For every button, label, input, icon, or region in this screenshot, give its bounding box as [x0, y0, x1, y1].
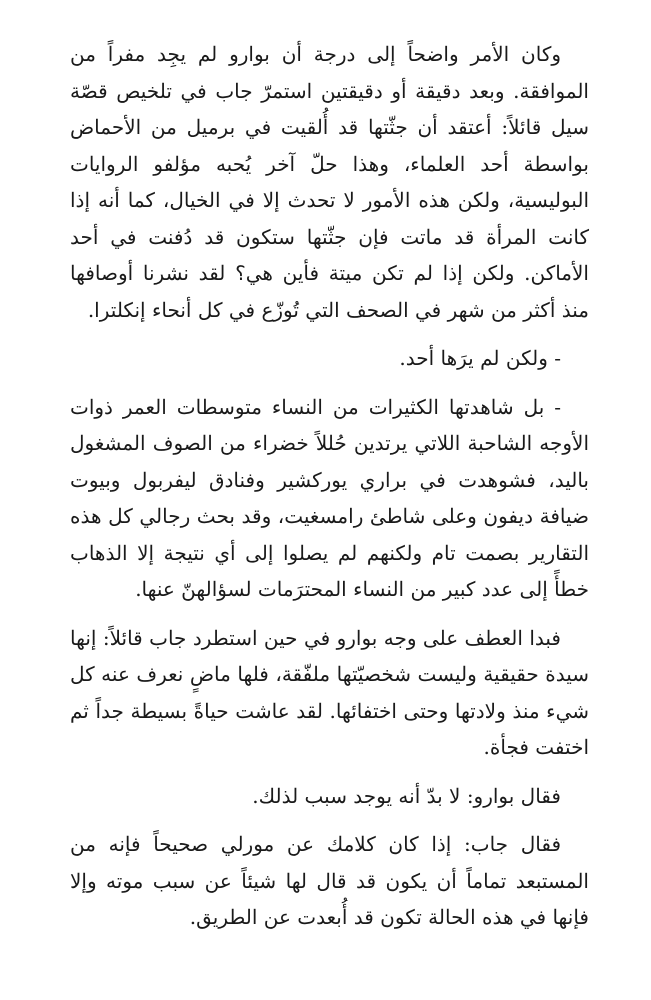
- book-page: [70, 36, 589, 936]
- paragraph-dialogue-poirot-reason: فقال بوارو: لا بدّ أنه يوجد سبب لذلك.: [252, 783, 561, 808]
- paragraph-narration-jap-summary: وكان الأمر واضحاً إلى درجة أن بوارو لم يجِد مفراً من الموافقة. وبعد دقيقة أو دقيقتين استمرّ جاب في تلخيص قصّة سيل قائلاً: أعتقد أن جثّتها قد أُلقيت في برميل من الأحماض بواسطة أحد العلماء، وهذا حلّ آخر يُحبه مؤلفو الروايات البوليسية، ولكن هذه الأمور لا تحدث إلا في الخيال، كما أنه إذا كانت المرأة قد ماتت فإن جثّتها ستكون قد دُفنت في أحد الأماكن. ولكن إذا لم تكن ميتة فأين هي؟ لقد نشرنا أوصافها منذ أكثر من شهر في الصحف التي تُوزّع في كل أنحاء إنكلترا.: [70, 42, 589, 322]
- paragraph-dialogue-sightings: - بل شاهدتها الكثيرات من النساء متوسطات العمر ذوات الأوجه الشاحبة اللاتي يرتدين حُللاً خضراء من الصوف المشغول باليد، فشوهدت في براري يوركشير وفنادق ليفربول وبيوت ضيافة ديفون وعلى شاطئ رامسغيت، وقد بحث رجالي كل هذه التقارير بصمت تام ولكنهم لم يصلوا إلى أي نتيجة إلا الذهاب خطأً إلى عدد كبير من النساء المحترَمات لسؤالهنّ عنها.: [70, 394, 589, 601]
- paragraph-narration-real-lady: فبدا العطف على وجه بوارو في حين استطرد جاب قائلاً: إنها سيدة حقيقية وليست شخصيّتها ملفّقة، فلها ماضٍ نعرف عنه كل شيء منذ ولادتها وحتى اختفائها. لقد عاشت حياةً بسيطة جداً ثم اختفت فجأة.: [70, 625, 589, 759]
- paragraph-dialogue-jap-morley: فقال جاب: إذا كان كلامك عن مورلي صحيحاً فإنه من المستبعد تماماً أن يكون قد قال لها شيئاً عن سبب موته وإلا فإنها في هذه الحالة تكون قد أُبعدت عن الطريق.: [70, 832, 589, 929]
- paragraph-dialogue-no-one-saw: - ولكن لم يرَها أحد.: [399, 346, 561, 370]
